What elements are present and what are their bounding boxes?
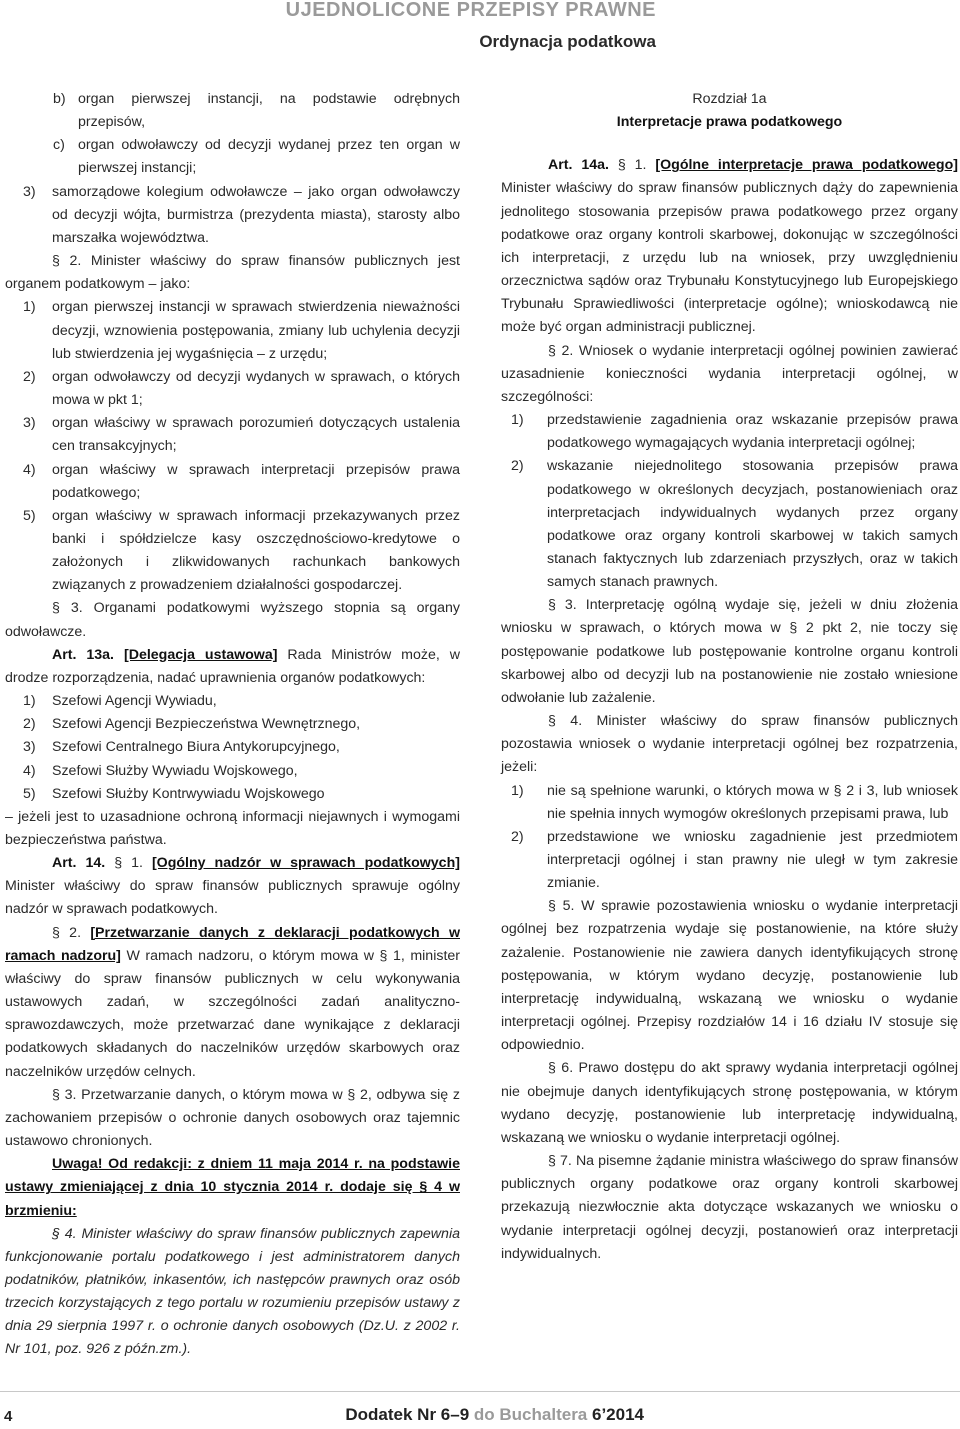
paragraph: § 7. Na pisemne żądanie ministra właściwego do spraw finansów publicznych organy podatkowe oraz organy kontroli skarbowej przekazują niezwłocznie akta dotyczące wskazanych we wniosku o wydanie interpretacji ogólnej decyzji, postanowień oraz interpretacji indywidualnych. xyxy=(501,1153,958,1262)
paragraph-mark: § 2. xyxy=(52,924,82,941)
paragraph: § 3. Przetwarzanie danych, o którym mowa w § 2, odbywa się z zachowaniem przepisów o ochronie danych osobowych oraz tajemnic ustawowo chronionych. xyxy=(5,1086,460,1150)
list-number: 3) xyxy=(23,415,36,432)
list-number: 4) xyxy=(23,461,36,478)
article-14 xyxy=(5,852,460,921)
list-text: samorządowe kolegium odwoławcze – jako organ odwoławczy od decyzji wójta, burmistrza (prezydenta miasta), starosty albo marszałka województwa. xyxy=(52,183,460,246)
right-column xyxy=(501,88,958,1266)
article-label: Art. 13a. xyxy=(52,646,115,663)
list-number: 2) xyxy=(511,458,524,475)
article-13a xyxy=(5,644,460,690)
article-label: Art. 14. xyxy=(52,855,106,872)
list-item xyxy=(5,783,460,806)
list-number: 4) xyxy=(23,762,36,779)
list-number: 1) xyxy=(23,299,36,316)
article-14-section-2 xyxy=(5,922,460,1084)
list-text: Szefowi Agencji Wywiadu, xyxy=(52,693,217,710)
paragraph: – jeżeli jest to uzasadnione ochroną informacji niejawnych i wymogami bezpieczeństwa państwa. xyxy=(5,808,460,848)
list-text: organ właściwy w sprawach porozumień dotyczących ustalenia cen transakcyjnych; xyxy=(52,415,460,455)
editor-note xyxy=(5,1153,460,1222)
list-number: 1) xyxy=(511,412,524,429)
list-item xyxy=(5,181,460,250)
list-text: organ pierwszej instancji, na podstawie odrębnych przepisów, xyxy=(78,91,460,131)
list-text: organ odwoławczy od decyzji wydanej przez ten organ w pierwszej instancji; xyxy=(78,137,460,177)
list-text: Szefowi Służby Kontrwywiadu Wojskowego xyxy=(52,785,325,802)
list-text: Szefowi Służby Wywiadu Wojskowego, xyxy=(52,762,298,779)
section-text: W ramach nadzoru, o którym mowa w § 1, minister właściwy do spraw finansów publicznych w celu wykonywania ustawowych zadań, w szczególności zadań analityczno-sprawozdawczych, może przetwarzać dane wynikające z deklaracji podatkowych składanych do naczelników urzędów skarbowych oraz naczelników urzędów celnych. xyxy=(5,947,460,1080)
header-subtitle: Ordynacja podatkowa xyxy=(479,32,656,51)
paragraph-mark: § 1. xyxy=(114,855,143,872)
list-text: Szefowi Centralnego Biura Antykorupcyjnego, xyxy=(52,739,340,756)
list-item xyxy=(5,690,460,713)
list-item xyxy=(501,409,958,455)
list-text: przedstawione we wniosku zagadnienie jest przedmiotem interpretacji ogólnej i stan prawny nie uległ w tym zakresie zmianie. xyxy=(547,828,958,892)
list-number: 5) xyxy=(23,785,36,802)
list-text: organ właściwy w sprawach interpretacji przepisów prawa podatkowego; xyxy=(52,461,460,501)
paragraph: § 2. Wniosek o wydanie interpretacji ogólnej powinien zawierać uzasadnienie konieczności wydania interpretacji ogólnej, w szczególności: xyxy=(501,342,958,405)
list-item xyxy=(5,296,460,365)
header-title: UJEDNOLICONE PRZEPISY PRAWNE xyxy=(285,0,656,21)
list-item xyxy=(5,366,460,412)
article-title: [Delegacja ustawowa] xyxy=(123,646,278,663)
footer-publication xyxy=(345,1405,644,1425)
footer-divider xyxy=(0,1391,960,1392)
paragraph: § 6. Prawo dostępu do akt sprawy wydania interpretacji ogólnej nie obejmuje danych identyfikujących stronę postępowania, w którym wydano decyzję, postanowienie lub interpretację indywidualną, wskazaną we wniosku o wydanie interpretacji ogólnej. xyxy=(501,1060,958,1146)
paragraph-mark: § 1. xyxy=(617,157,647,174)
article-title: [Ogólne interpretacje prawa podatkowego] xyxy=(655,157,958,174)
list-item xyxy=(501,826,958,895)
list-text: organ pierwszej instancji w sprawach stwierdzenia nieważności decyzji, wznowienia postępowania, zmiany lub uchylenia decyzji lub stwierdzenia jej wygaśnięcia – z urzędu; xyxy=(52,299,460,362)
list-item xyxy=(5,736,460,759)
paragraph: § 4. Minister właściwy do spraw finansów publicznych pozostawia wniosek o wydanie interpretacji ogólnej bez rozpatrzenia, jeżeli: xyxy=(501,713,958,776)
list-number: 5) xyxy=(23,507,36,524)
list-item xyxy=(501,455,958,594)
list-item xyxy=(5,412,460,458)
section-title: [Przetwarzanie danych z deklaracji podatkowych w ramach nadzoru] xyxy=(5,924,460,964)
list-number: 2) xyxy=(23,368,36,385)
article-text: Minister właściwy do spraw finansów publicznych sprawuje ogólny nadzór w sprawach podatkowych. xyxy=(5,878,460,918)
list-item xyxy=(5,88,460,134)
paragraph: § 5. W sprawie pozostawienia wniosku o wydanie interpretacji ogólnej bez rozpatrzenia wydaje się postanowienie, na które służy zażalenie. Postanowienie nie zawiera danych identyfikujących stronę postępowania, w którym wydano decyzję, postanowienie lub interpretację indywidualną, wskazaną we wniosku o wydanie interpretacji ogólnej. Przepisy rozdziałów 14 i 16 działu IV stosuje się odpowiednio. xyxy=(501,898,958,1054)
list-number: 3) xyxy=(23,183,36,200)
list-text: nie są spełnione warunki, o których mowa w § 2 i 3, lub wniosek nie spełnia innych wymogów określonych przepisami prawa, lub xyxy=(547,782,958,822)
list-item xyxy=(5,760,460,783)
list-number: 2) xyxy=(511,828,524,845)
list-number: 1) xyxy=(511,782,524,799)
left-column xyxy=(5,88,460,1362)
editor-note-text: Uwaga! Od redakcji: z dniem 11 maja 2014 r. na podstawie ustawy zmieniającej z dnia 10 stycznia 2014 r. dodaje się § 4 w brzmieniu: xyxy=(5,1156,460,1219)
chapter-title: Interpretacje prawa podatkowego xyxy=(616,114,843,131)
publication-issue: 6’2014 xyxy=(592,1405,644,1424)
list-item xyxy=(5,505,460,598)
list-number: 2) xyxy=(23,716,36,733)
list-item xyxy=(5,713,460,736)
article-text: Rada Ministrów może, w drodze rozporządzenia, nadać uprawnienia organów podatkowych: xyxy=(5,646,460,686)
paragraph: § 4. Minister właściwy do spraw finansów publicznych zapewnia funkcjonowanie portalu podatkowego i jest administratorem danych podatników, płatników, inkasentów, ich następców prawnych oraz osób trzecich korzystających z tego portalu w rozumieniu przepisów ustawy z dnia 29 sierpnia 1997 r. o ochronie danych osobowych (Dz.U. z 2002 r. Nr 101, poz. 926 z późn.zm.). xyxy=(5,1225,460,1358)
list-item xyxy=(501,780,958,826)
page-header xyxy=(286,0,656,53)
list-number: 1) xyxy=(23,693,36,710)
list-text: organ właściwy w sprawach informacji przekazywanych przez banki i spółdzielcze kasy oszczędnościowo-kredytowe o założonych i zlikwidowanych rachunkach bankowych związanych z prowadzeniem działalności gospodarczej. xyxy=(52,507,460,594)
list-item xyxy=(5,134,460,180)
list-number: b) xyxy=(53,91,66,107)
list-number: c) xyxy=(53,137,65,154)
list-text: organ odwoławczy od decyzji wydanych w sprawach, o których mowa w pkt 1; xyxy=(52,368,460,409)
chapter-number: Rozdział 1a xyxy=(692,91,767,107)
page-number: 4 xyxy=(4,1408,13,1425)
paragraph: § 2. Minister właściwy do spraw finansów publicznych jest organem podatkowym – jako: xyxy=(5,253,460,293)
article-14a xyxy=(501,154,958,339)
list-text: wskazanie niejednolitego stosowania przepisów prawa podatkowego w określonych decyzjach, postanowieniach oraz interpretacjach indywidualnych wydanych przez organy podatkowe oraz organy kontroli skarbowej w takich samych stanach faktycznych lub zdarzeniach przyszłych, oraz w takich samych stanach prawnych. xyxy=(547,458,958,591)
list-number: 3) xyxy=(23,739,36,756)
list-text: Szefowi Agencji Bezpieczeństwa Wewnętrznego, xyxy=(52,716,361,733)
list-text: przedstawienie zagadnienia oraz wskazanie przepisów prawa podatkowego wymagających wydania interpretacji ogólnej; xyxy=(547,412,958,452)
article-label: Art. 14a. xyxy=(548,157,609,174)
article-text: Minister właściwy do spraw finansów publicznych dąży do zapewnienia jednolitego stosowania przepisów prawa podatkowego przez organy podatkowe oraz organy kontroli skarbowej, dokonując w szczególności ich interpretacji, z urzędu lub na wniosek, przy uwzględnieniu orzecznictwa sądów oraz Trybunału Konstytucyjnego lub Europejskiego Trybunału Sprawiedliwości (interpretacje ogólne); wnioskodawcą nie może być organ administracji publicznej. xyxy=(501,180,958,336)
paragraph: § 3. Organami podatkowymi wyższego stopnia są organy odwoławcze. xyxy=(5,600,460,640)
publication-title: do Buchaltera xyxy=(473,1405,588,1424)
article-title: [Ogólny nadzór w sprawach podatkowych] xyxy=(151,855,460,872)
paragraph: § 3. Interpretację ogólną wydaje się, jeżeli w dniu złożenia wniosku w sprawach, o których mowa w § 2 pkt 2, nie toczy się postępowanie podatkowe lub postępowanie kontrolne organu kontroli skarbowej albo od decyzji lub na postanowienie nie zostało wniesione odwołanie lub zażalenie. xyxy=(501,597,958,706)
publication-name: Dodatek Nr 6–9 xyxy=(345,1405,470,1424)
list-item xyxy=(5,459,460,505)
